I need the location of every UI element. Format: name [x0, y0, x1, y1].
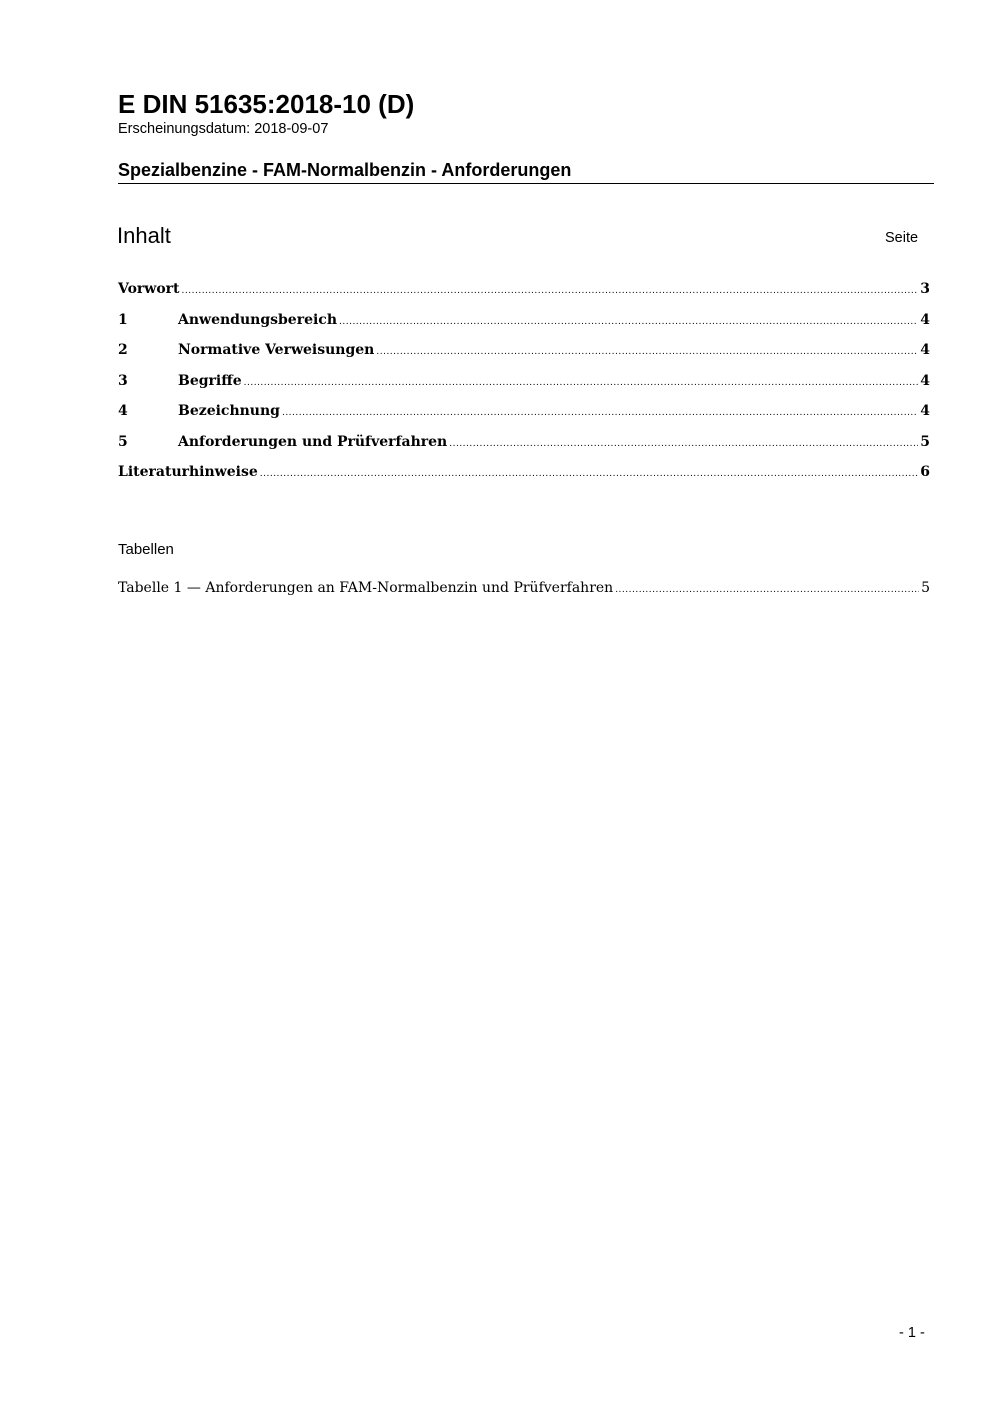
- publication-date: Erscheinungsdatum: 2018-09-07: [118, 121, 329, 137]
- toc-entry-page: 4: [920, 342, 930, 358]
- toc-entry-literaturhinweise[interactable]: [118, 462, 930, 493]
- dot-leader: [244, 373, 919, 393]
- page-number: - 1 -: [899, 1325, 925, 1341]
- toc-entry-anwendungsbereich[interactable]: [118, 310, 930, 341]
- toc-heading: Inhalt: [117, 223, 171, 248]
- dot-leader: [449, 434, 918, 454]
- toc-entry-vorwort[interactable]: [118, 279, 930, 310]
- toc-entry-page: 5: [920, 433, 930, 450]
- toc-entry-page: 6: [920, 464, 930, 480]
- toc-entry-number: 3: [118, 372, 128, 389]
- table-entry-page: 5: [921, 580, 930, 596]
- table-of-contents: [118, 279, 930, 493]
- toc-entry-anforderungen[interactable]: [118, 432, 930, 463]
- toc-entry-number: 2: [118, 342, 128, 358]
- toc-entry-title: Begriffe: [178, 372, 242, 389]
- dot-leader: [260, 464, 919, 484]
- toc-entry-page: 4: [920, 311, 930, 328]
- dot-leader: [615, 580, 919, 600]
- dot-leader: [182, 281, 919, 301]
- toc-entry-number: 5: [118, 433, 128, 450]
- toc-entry-page: 4: [920, 403, 930, 419]
- document-title: Spezialbenzine - FAM-Normalbenzin - Anforderungen: [118, 158, 934, 184]
- dot-leader: [282, 403, 918, 423]
- dot-leader: [339, 312, 918, 332]
- toc-entry-page: 3: [920, 281, 930, 297]
- list-of-tables: [118, 578, 930, 600]
- tables-heading: Tabellen: [118, 541, 174, 558]
- table-entry-tabelle-1[interactable]: [118, 578, 930, 600]
- toc-entry-number: 1: [118, 311, 128, 328]
- toc-entry-title: Vorwort: [118, 281, 180, 297]
- toc-entry-normative-verweisungen[interactable]: [118, 340, 930, 371]
- toc-entry-title: Anwendungsbereich: [178, 311, 337, 328]
- toc-entry-title: Anforderungen und Prüfverfahren: [178, 433, 448, 450]
- toc-entry-bezeichnung[interactable]: [118, 401, 930, 432]
- toc-entry-title: Literaturhinweise: [118, 464, 258, 480]
- toc-entry-begriffe[interactable]: [118, 371, 930, 402]
- dot-leader: [376, 342, 918, 362]
- table-entry-title: Tabelle 1 — Anforderungen an FAM-Normalbenzin und Prüfverfahren: [118, 580, 614, 596]
- toc-entry-page: 4: [920, 372, 930, 389]
- toc-entry-title: Bezeichnung: [178, 403, 280, 419]
- toc-entry-number: 4: [118, 403, 128, 419]
- page-column-label: Seite: [885, 230, 919, 246]
- document-id: E DIN 51635:2018-10 (D): [118, 89, 415, 119]
- toc-entry-title: Normative Verweisungen: [178, 342, 375, 358]
